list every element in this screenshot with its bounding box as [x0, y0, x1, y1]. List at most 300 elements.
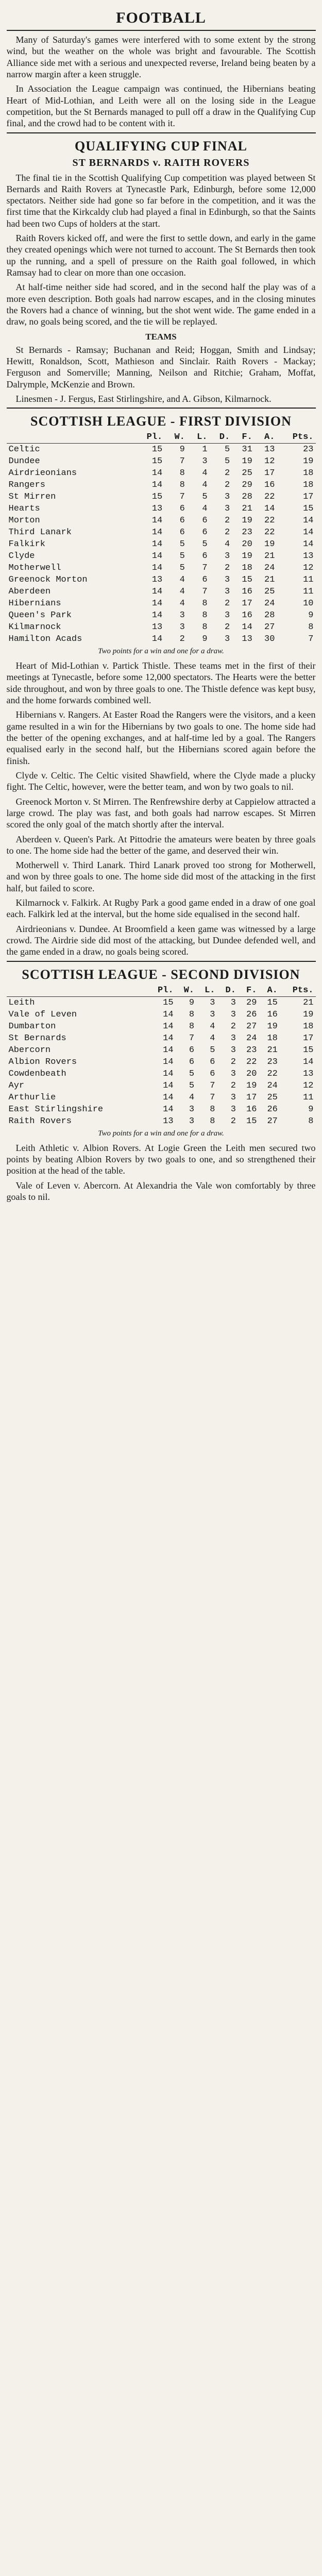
first-division-column-header: Pl.: [134, 431, 164, 444]
first-division-stat-cell: 25: [242, 468, 252, 479]
second-division-stat-cell: 25: [267, 1092, 278, 1103]
first-division-stat-cell: 4: [202, 504, 208, 514]
second-division-stat-cell: 19: [303, 1009, 314, 1020]
first-division-stat-cell: 14: [151, 480, 163, 490]
second-division-column-header: F.: [238, 985, 259, 997]
second-division-stat-cell: 7: [210, 1080, 215, 1091]
second-division-table-row: [7, 996, 316, 1009]
second-division-table-row: [7, 1021, 316, 1032]
second-division-stat-cell: 20: [246, 1069, 257, 1079]
first-division-table-row: [7, 538, 316, 550]
first-division-stat-cell: 16: [242, 587, 252, 597]
first-division-stat-cell: 14: [151, 599, 163, 609]
second-division-stat-cell: 16: [246, 1104, 257, 1114]
first-division-stat-cell: 19: [242, 516, 252, 526]
first-division-stat-cell: 5: [202, 492, 208, 502]
second-division-column-header: A.: [259, 985, 279, 997]
first-division-paragraph-6: Motherwell v. Third Lanark. Third Lanark proved too strong for Motherwell, and won by three goals to one. The home side did most of the attacking in the first half, but failed to score.: [6, 860, 316, 893]
first-division-team-name: Falkirk: [8, 539, 45, 550]
first-division-stat-cell: 18: [303, 468, 314, 479]
second-division-team-name: Cowdenbeath: [8, 1069, 66, 1079]
first-division-stat-cell: 5: [224, 456, 230, 467]
second-division-stat-cell: 4: [210, 1021, 215, 1031]
second-division-stat-cell: 15: [163, 997, 174, 1008]
first-division-stat-cell: 3: [179, 611, 185, 621]
second-division-paragraph-1: Leith Athletic v. Albion Rovers. At Logie Green the Leith men secured two points by beating Albion Rovers by two goals to one, and so strengthened their position at the head of the table.: [6, 1142, 316, 1176]
first-division-table-row: [7, 515, 316, 527]
second-division-stat-cell: 24: [267, 1080, 278, 1091]
intro-paragraph-2: In Association the League campaign was continued, the Hibernians beating Heart of Mid-Lothian, and Leith were all on the losing side in the League competition, but the St Bernards managed to pull off a draw in the Qualifying Cup final, and the crowd had to be content with it.: [6, 83, 316, 129]
teams-lineup: St Bernards - Ramsay; Buchanan and Reid; Hoggan, Smith and Lindsay; Hewitt, Ronaldson, Scott, Mathieson and Sinclair. Raith Rovers - Mackay; Ferguson and Somerville; Manning, Neilson and Ritchie; Graham, Moffat, Dalrymple, McKenzie and Brown.: [6, 344, 316, 389]
second-division-column-header: D.: [217, 985, 238, 997]
teams-label: TEAMS: [145, 331, 177, 342]
second-division-stat-cell: 19: [267, 1021, 278, 1031]
first-division-stat-cell: 5: [179, 551, 185, 562]
first-division-stat-cell: 14: [151, 611, 163, 621]
first-division-team-name: Morton: [8, 516, 40, 526]
second-division-stat-cell: 7: [210, 1092, 215, 1103]
first-division-stat-cell: 14: [151, 551, 163, 562]
first-division-stat-cell: 4: [202, 468, 208, 479]
second-division-team-name: Vale of Leven: [8, 1009, 77, 1020]
first-division-stat-cell: 14: [264, 504, 275, 514]
second-division-stat-cell: 8: [308, 1116, 314, 1126]
first-division-team-name: Hamilton Acads: [8, 634, 82, 645]
second-division-table-row: [7, 1104, 316, 1115]
second-division-stat-cell: 17: [303, 1033, 314, 1043]
first-division-column-header: Pts.: [277, 431, 315, 444]
first-division-stat-cell: 7: [179, 456, 185, 467]
second-division-stat-cell: 21: [303, 997, 314, 1008]
first-division-stat-cell: 2: [224, 480, 230, 490]
second-division-team-name: Arthurlie: [8, 1092, 56, 1103]
second-division-stat-cell: 8: [210, 1116, 215, 1126]
first-division-stat-cell: 24: [264, 599, 275, 609]
first-division-stat-cell: 23: [303, 445, 314, 455]
first-division-stat-cell: 2: [224, 528, 230, 538]
first-division-stat-cell: 14: [303, 516, 314, 526]
first-division-team-name: Third Lanark: [8, 528, 72, 538]
first-division-stat-cell: 15: [151, 445, 163, 455]
first-division-stat-cell: 8: [202, 611, 208, 621]
first-division-stat-cell: 24: [264, 563, 275, 573]
second-division-stat-cell: 3: [230, 1033, 236, 1043]
first-division-stat-cell: 3: [224, 587, 230, 597]
second-division-stat-cell: 2: [230, 1057, 236, 1067]
first-division-stat-cell: 2: [224, 599, 230, 609]
first-division-stat-cell: 9: [308, 611, 314, 621]
first-division-table-row: [7, 491, 316, 503]
first-division-column-header: [7, 431, 134, 444]
first-division-team-name: Hearts: [8, 504, 40, 514]
second-division-stat-cell: 6: [189, 1057, 195, 1067]
first-division-stat-cell: 7: [179, 492, 185, 502]
first-division-stat-cell: 17: [264, 468, 275, 479]
second-division-stat-cell: 12: [303, 1080, 314, 1091]
second-division-stat-cell: 23: [246, 1045, 257, 1055]
first-division-stat-cell: 22: [264, 516, 275, 526]
first-division-paragraph-4: Greenock Morton v. St Mirren. The Renfrewshire derby at Cappielow attracted a large crowd. The play was fast, and both goals had narrow escapes. St Mirren scored the only goal of the match shortly after the interval.: [6, 796, 316, 830]
divider: [7, 132, 316, 133]
first-division-team-name: Greenock Morton: [8, 575, 88, 585]
first-division-stat-cell: 13: [151, 575, 163, 585]
first-division-stat-cell: 13: [303, 551, 314, 562]
first-division-stat-cell: 8: [308, 622, 314, 633]
second-division-stat-cell: 29: [246, 997, 257, 1008]
first-division-stat-cell: 13: [264, 445, 275, 455]
first-division-stat-cell: 5: [179, 539, 185, 550]
second-division-team-name: Abercorn: [8, 1045, 51, 1055]
first-division-stat-cell: 20: [242, 539, 252, 550]
second-division-stat-cell: 4: [189, 1092, 195, 1103]
first-division-stat-cell: 8: [179, 480, 185, 490]
first-division-stat-cell: 22: [264, 492, 275, 502]
second-division-stat-cell: 3: [189, 1116, 195, 1126]
second-division-stat-cell: 3: [210, 997, 215, 1008]
qualifying-cup-subheading: ST BERNARDS v. RAITH ROVERS: [72, 157, 250, 168]
first-division-stat-cell: 7: [202, 563, 208, 573]
first-division-stat-cell: 28: [264, 611, 275, 621]
masthead: FOOTBALL: [116, 9, 206, 26]
first-division-stat-cell: 6: [179, 516, 185, 526]
second-division-stat-cell: 14: [163, 1057, 174, 1067]
first-division-stat-cell: 12: [303, 563, 314, 573]
first-division-team-name: St Mirren: [8, 492, 56, 502]
second-division-stat-cell: 2: [230, 1021, 236, 1031]
second-division-stat-cell: 24: [246, 1033, 257, 1043]
first-division-stat-cell: 15: [151, 456, 163, 467]
second-division-stat-cell: 9: [308, 1104, 314, 1114]
second-division-table-row: [7, 1009, 316, 1021]
divider: [7, 961, 316, 962]
second-division-stat-cell: 13: [303, 1069, 314, 1079]
first-division-stat-cell: 18: [242, 563, 252, 573]
first-division-stat-cell: 5: [202, 539, 208, 550]
second-division-stat-cell: 22: [267, 1069, 278, 1079]
first-division-stat-cell: 6: [179, 504, 185, 514]
second-division-column-header: Pts.: [280, 985, 316, 997]
first-division-stat-cell: 12: [264, 456, 275, 467]
second-division-table-row: [7, 1032, 316, 1044]
second-division-stat-cell: 14: [163, 1080, 174, 1091]
referee-line: Linesmen - J. Fergus, East Stirlingshire, and A. Gibson, Kilmarnock.: [15, 393, 272, 404]
first-division-paragraph-2: Hibernians v. Rangers. At Easter Road the Rangers were the visitors, and a keen game resulted in a win for the Hibernians by two goals to one. The home side had the better of the opening exchanges, and at half-time led by a goal. The Rangers equalised early in the second half, but the Hibernians scored again before the finish.: [6, 709, 316, 766]
first-division-stat-cell: 14: [151, 587, 163, 597]
second-division-stat-cell: 14: [163, 1021, 174, 1031]
first-division-stat-cell: 14: [151, 539, 163, 550]
first-division-stat-cell: 14: [151, 468, 163, 479]
first-division-stat-cell: 2: [224, 516, 230, 526]
first-division-paragraph-1: Heart of Mid-Lothian v. Partick Thistle. These teams met in the first of their meetings at Tynecastle, before some 12,000 spectators. The Hearts were the better side throughout, and won by three goals to one. The Thistle defence was kept busy, and the home forwards combined well.: [6, 660, 316, 706]
first-division-stat-cell: 15: [242, 575, 252, 585]
first-division-stat-cell: 9: [179, 445, 185, 455]
first-division-stat-cell: 4: [224, 539, 230, 550]
first-division-stat-cell: 4: [179, 587, 185, 597]
second-division-stat-cell: 26: [267, 1104, 278, 1114]
first-division-team-name: Airdrieonians: [8, 468, 77, 479]
first-division-stat-cell: 14: [242, 622, 252, 633]
first-division-stat-cell: 3: [224, 634, 230, 645]
first-division-stat-cell: 14: [151, 516, 163, 526]
first-division-stat-cell: 21: [242, 504, 252, 514]
second-division-table: [7, 985, 316, 1127]
second-division-stat-cell: 7: [189, 1033, 195, 1043]
second-division-stat-cell: 5: [189, 1080, 195, 1091]
second-division-table-row: [7, 1115, 316, 1127]
first-division-stat-cell: 19: [242, 551, 252, 562]
first-division-stat-cell: 17: [242, 599, 252, 609]
first-division-stat-cell: 3: [224, 575, 230, 585]
second-division-stat-cell: 6: [210, 1069, 215, 1079]
first-division-stat-cell: 6: [202, 575, 208, 585]
first-division-table-row: [7, 598, 316, 609]
first-division-stat-cell: 31: [242, 445, 252, 455]
first-division-team-name: Rangers: [8, 480, 45, 490]
second-division-stat-cell: 14: [163, 1104, 174, 1114]
first-division-stat-cell: 19: [264, 539, 275, 550]
second-division-team-name: Dumbarton: [8, 1021, 56, 1031]
second-division-stat-cell: 15: [246, 1116, 257, 1126]
second-division-stat-cell: 8: [189, 1009, 195, 1020]
second-division-caption: Two points for a win and one for a draw.: [98, 1129, 224, 1138]
first-division-stat-cell: 29: [242, 480, 252, 490]
second-division-stat-cell: 15: [267, 997, 278, 1008]
first-division-stat-cell: 14: [151, 634, 163, 645]
first-division-stat-cell: 3: [224, 551, 230, 562]
first-division-table-row: [7, 467, 316, 479]
qualifying-cup-heading: QUALIFYING CUP FINAL: [75, 138, 247, 154]
first-division-stat-cell: 6: [202, 528, 208, 538]
second-division-stat-cell: 14: [163, 1033, 174, 1043]
second-division-stat-cell: 3: [230, 1092, 236, 1103]
second-division-column-header: Pl.: [147, 985, 176, 997]
divider: [7, 30, 316, 31]
first-division-stat-cell: 3: [224, 611, 230, 621]
first-division-table-row: [7, 609, 316, 621]
second-division-stat-cell: 14: [163, 1009, 174, 1020]
first-division-table: [7, 431, 316, 645]
first-division-column-header: A.: [255, 431, 277, 444]
second-division-stat-cell: 26: [246, 1009, 257, 1020]
first-division-table-row: [7, 455, 316, 467]
first-division-stat-cell: 2: [224, 563, 230, 573]
first-division-team-name: Dundee: [8, 456, 40, 467]
first-division-stat-cell: 3: [224, 492, 230, 502]
second-division-stat-cell: 5: [189, 1069, 195, 1079]
qualifying-cup-paragraph-2: Raith Rovers kicked off, and were the first to settle down, and early in the game they created openings which were not turned to account. The St Bernards then took up the running, and a spell of pressure on the Raith goal followed, in which Ramsay had to clear on more than one occasion.: [6, 233, 316, 278]
second-division-stat-cell: 14: [163, 1069, 174, 1079]
second-division-team-name: Albion Rovers: [8, 1057, 77, 1067]
second-division-column-header: W.: [176, 985, 196, 997]
first-division-stat-cell: 19: [303, 456, 314, 467]
second-division-stat-cell: 2: [230, 1080, 236, 1091]
first-division-team-name: Hibernians: [8, 599, 61, 609]
first-division-stat-cell: 14: [303, 528, 314, 538]
first-division-stat-cell: 2: [224, 468, 230, 479]
newspaper-page: [7, 0, 316, 2576]
first-division-table-row: [7, 479, 316, 491]
first-division-stat-cell: 8: [202, 622, 208, 633]
first-division-column-header: F.: [232, 431, 255, 444]
first-division-stat-cell: 13: [242, 634, 252, 645]
second-division-team-name: Ayr: [8, 1080, 25, 1091]
first-division-table-row: [7, 586, 316, 598]
second-division-stat-cell: 6: [210, 1057, 215, 1067]
first-division-team-name: Motherwell: [8, 563, 61, 573]
first-division-stat-cell: 10: [303, 599, 314, 609]
first-division-stat-cell: 4: [202, 480, 208, 490]
second-division-stat-cell: 2: [230, 1116, 236, 1126]
second-division-header-row: [7, 985, 316, 997]
first-division-stat-cell: 17: [303, 492, 314, 502]
second-division-stat-cell: 27: [267, 1116, 278, 1126]
second-division-stat-cell: 8: [210, 1104, 215, 1114]
first-division-stat-cell: 14: [151, 563, 163, 573]
first-division-stat-cell: 22: [264, 528, 275, 538]
first-division-heading: SCOTTISH LEAGUE - FIRST DIVISION: [30, 414, 292, 429]
first-division-stat-cell: 21: [264, 575, 275, 585]
first-division-stat-cell: 28: [242, 492, 252, 502]
first-division-team-name: Kilmarnock: [8, 622, 61, 633]
second-division-table-row: [7, 1056, 316, 1068]
first-division-stat-cell: 21: [264, 551, 275, 562]
second-division-stat-cell: 13: [163, 1116, 174, 1126]
first-division-stat-cell: 6: [202, 516, 208, 526]
qualifying-cup-paragraph-3: At half-time neither side had scored, and in the second half the play was of a more even description. Both goals had narrow escapes, and in the closing minutes the Rovers had a chance of winning, but the shot went wide. The game ended in a draw, no goals being scored, and the tie will be replayed.: [6, 282, 316, 327]
second-division-table-row: [7, 1068, 316, 1080]
first-division-stat-cell: 16: [264, 480, 275, 490]
second-division-table-row: [7, 1092, 316, 1104]
second-division-stat-cell: 27: [246, 1021, 257, 1031]
second-division-column-header: L.: [196, 985, 217, 997]
first-division-stat-cell: 2: [224, 622, 230, 633]
first-division-table-row: [7, 621, 316, 633]
second-division-stat-cell: 3: [230, 1069, 236, 1079]
first-division-stat-cell: 1: [202, 445, 208, 455]
first-division-column-header: W.: [164, 431, 187, 444]
second-division-heading: SCOTTISH LEAGUE - SECOND DIVISION: [22, 967, 300, 982]
first-division-stat-cell: 14: [303, 539, 314, 550]
second-division-stat-cell: 17: [246, 1092, 257, 1103]
first-division-table-row: [7, 633, 316, 645]
first-division-paragraph-5: Aberdeen v. Queen's Park. At Pittodrie the amateurs were beaten by three goals to one. The home side had the better of the game, and deserved their win.: [6, 834, 316, 856]
second-division-stat-cell: 18: [267, 1033, 278, 1043]
second-division-stat-cell: 3: [230, 997, 236, 1008]
first-division-column-header: L.: [187, 431, 210, 444]
second-division-stat-cell: 5: [210, 1045, 215, 1055]
first-division-stat-cell: 5: [224, 445, 230, 455]
first-division-team-name: Queen's Park: [8, 611, 72, 621]
second-division-stat-cell: 23: [267, 1057, 278, 1067]
first-division-stat-cell: 7: [202, 587, 208, 597]
second-division-stat-cell: 14: [303, 1057, 314, 1067]
qualifying-cup-paragraph-1: The final tie in the Scottish Qualifying Cup competition was played between St Bernards and Raith Rovers at Tynecastle Park, Edinburgh, before some 12,000 spectators. Neither side had gone so far before in the competition, and it was the first time that the Kirkcaldy club had played a final in Edinburgh, so that the Saints had been two Cups of holders at the start.: [6, 172, 316, 229]
second-division-team-name: East Stirlingshire: [8, 1104, 104, 1114]
first-division-stat-cell: 8: [179, 468, 185, 479]
first-division-stat-cell: 13: [151, 504, 163, 514]
first-division-stat-cell: 6: [202, 551, 208, 562]
second-division-table-row: [7, 1080, 316, 1092]
first-division-stat-cell: 11: [303, 587, 314, 597]
first-division-stat-cell: 15: [303, 504, 314, 514]
first-division-table-row: [7, 574, 316, 586]
intro-paragraph-1: Many of Saturday's games were interfered with to some extent by the strong wind, but the weather on the whole was bright and favourable. The Scottish Alliance side met with a serious and unexpected reverse, Ireland being beaten by a narrow margin after a keen struggle.: [6, 35, 316, 79]
second-division-stat-cell: 8: [189, 1021, 195, 1031]
first-division-table-row: [7, 503, 316, 515]
second-division-stat-cell: 3: [189, 1104, 195, 1114]
first-division-table-row: [7, 444, 316, 456]
first-division-stat-cell: 16: [242, 611, 252, 621]
first-division-table-row: [7, 550, 316, 562]
second-division-stat-cell: 16: [267, 1009, 278, 1020]
first-division-stat-cell: 19: [242, 456, 252, 467]
first-division-stat-cell: 7: [308, 634, 314, 645]
first-division-team-name: Clyde: [8, 551, 35, 562]
first-division-column-header: D.: [210, 431, 232, 444]
first-division-stat-cell: 3: [224, 504, 230, 514]
second-division-stat-cell: 18: [303, 1021, 314, 1031]
second-division-stat-cell: 3: [230, 1009, 236, 1020]
second-division-team-name: Leith: [8, 997, 35, 1008]
second-division-stat-cell: 4: [210, 1033, 215, 1043]
first-division-stat-cell: 6: [179, 528, 185, 538]
first-division-stat-cell: 4: [179, 575, 185, 585]
first-division-stat-cell: 3: [202, 456, 208, 467]
divider: [7, 408, 316, 409]
first-division-paragraph-3: Clyde v. Celtic. The Celtic visited Shawfield, where the Clyde made a plucky fight. The Celtic, however, were the better team, and won by two goals to nil.: [6, 770, 316, 792]
first-division-team-name: Celtic: [8, 445, 40, 455]
second-division-stat-cell: 3: [210, 1009, 215, 1020]
first-division-stat-cell: 3: [179, 622, 185, 633]
first-division-table-row: [7, 527, 316, 538]
second-division-stat-cell: 14: [163, 1092, 174, 1103]
first-division-paragraph-7: Kilmarnock v. Falkirk. At Rugby Park a good game ended in a draw of one goal each. Falkirk led at the interval, but the home side equalised in the second half.: [6, 897, 316, 920]
second-division-team-name: St Bernards: [8, 1033, 66, 1043]
second-division-stat-cell: 9: [189, 997, 195, 1008]
first-division-stat-cell: 14: [151, 528, 163, 538]
first-division-stat-cell: 9: [202, 634, 208, 645]
second-division-paragraph-2: Vale of Leven v. Abercorn. At Alexandria the Vale won comfortably by three goals to nil.: [6, 1180, 316, 1202]
second-division-stat-cell: 21: [267, 1045, 278, 1055]
first-division-stat-cell: 5: [179, 563, 185, 573]
first-division-paragraph-8: Airdrieonians v. Dundee. At Broomfield a keen game was witnessed by a large crowd. The Airdrie side did most of the attacking, but Dundee defended well, and the game ended in a draw, no goals being scored.: [6, 923, 316, 957]
second-division-stat-cell: 22: [246, 1057, 257, 1067]
second-division-stat-cell: 15: [303, 1045, 314, 1055]
first-division-stat-cell: 27: [264, 622, 275, 633]
first-division-stat-cell: 2: [179, 634, 185, 645]
second-division-stat-cell: 11: [303, 1092, 314, 1103]
second-division-stat-cell: 14: [163, 1045, 174, 1055]
first-division-stat-cell: 30: [264, 634, 275, 645]
first-division-stat-cell: 23: [242, 528, 252, 538]
first-division-stat-cell: 18: [303, 480, 314, 490]
first-division-stat-cell: 11: [303, 575, 314, 585]
first-division-stat-cell: 15: [151, 492, 163, 502]
first-division-header-row: [7, 431, 316, 444]
second-division-stat-cell: 6: [189, 1045, 195, 1055]
second-division-table-row: [7, 1044, 316, 1056]
second-division-team-name: Raith Rovers: [8, 1116, 72, 1126]
first-division-team-name: Aberdeen: [8, 587, 51, 597]
first-division-stat-cell: 8: [202, 599, 208, 609]
first-division-table-row: [7, 562, 316, 574]
second-division-stat-cell: 3: [230, 1104, 236, 1114]
second-division-stat-cell: 19: [246, 1080, 257, 1091]
first-division-stat-cell: 4: [179, 599, 185, 609]
first-division-stat-cell: 25: [264, 587, 275, 597]
second-division-stat-cell: 3: [230, 1045, 236, 1055]
first-division-caption: Two points for a win and one for a draw.: [98, 647, 224, 656]
